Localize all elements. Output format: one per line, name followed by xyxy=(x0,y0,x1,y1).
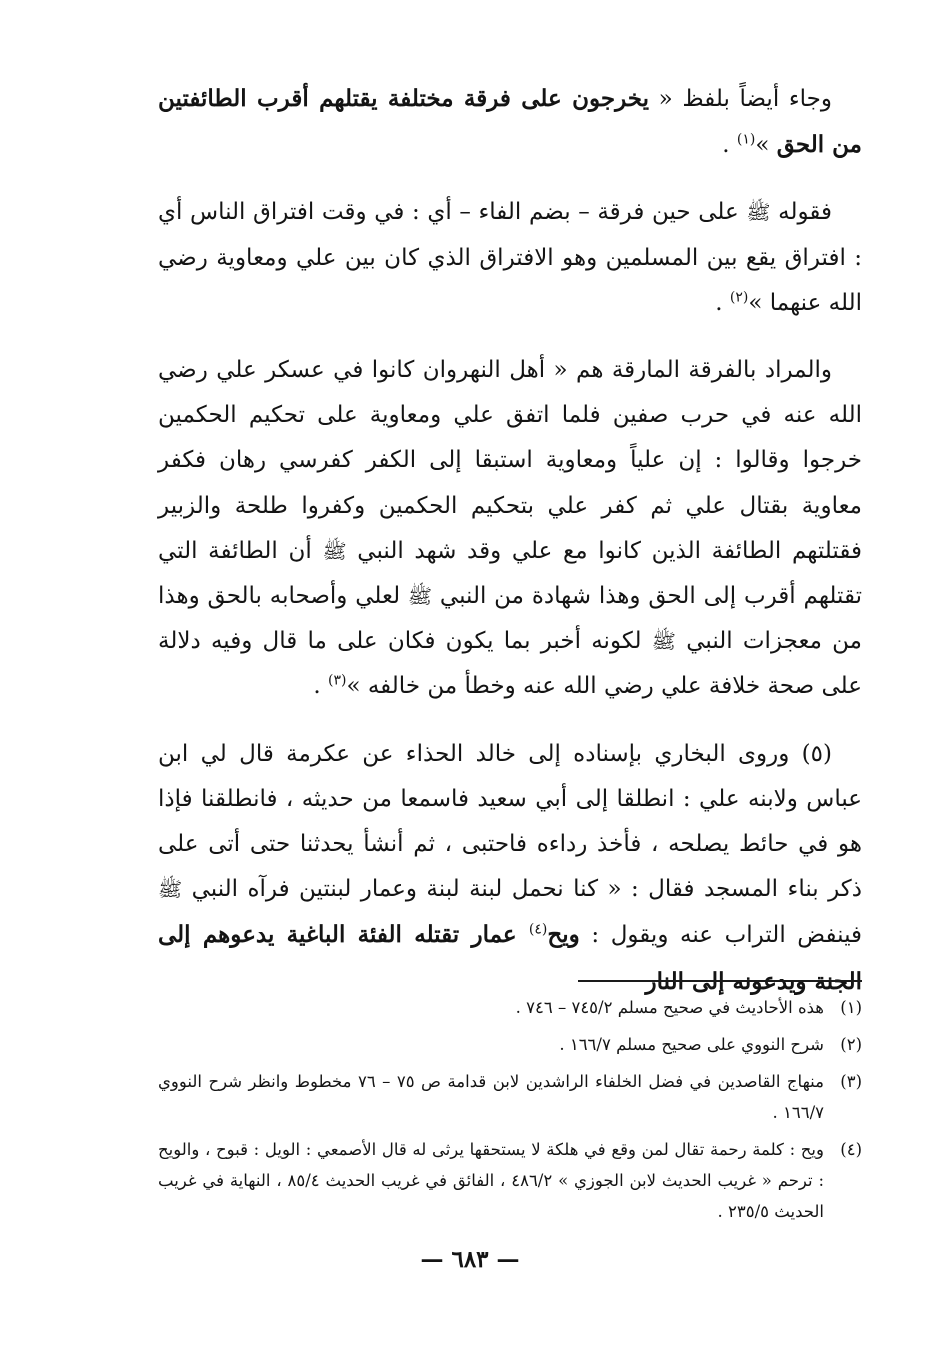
main-text xyxy=(158,76,862,1005)
footnote-4 xyxy=(158,1134,862,1227)
hadith-quote-word: ويح xyxy=(547,921,580,949)
footnote-ref-1[interactable]: (١) xyxy=(736,131,756,148)
salla-ligature: ﷺ xyxy=(158,877,183,902)
footnote-text: منهاج القاصدين في فضل الخلفاء الراشدين لابن قدامة ص ٧٥ – ٧٦ مخطوط وانظر شرح النووي ١٦٦/٧ . xyxy=(158,1072,824,1122)
footnote-ref-4[interactable]: (٤) xyxy=(528,921,548,938)
paragraph-2 xyxy=(158,190,862,326)
salla-ligature: ﷺ xyxy=(651,629,676,654)
paragraph-4-text: فينفض التراب عنه ويقول : xyxy=(579,922,862,949)
quote-close: » xyxy=(755,132,777,159)
paragraph-4-text: (٥) وروى البخاري بإسناده إلى خالد الحذاء عن عكرمة قال لي ابن عباس ولابنه علي : انطلقا إلى أبي سعيد فاسمعا من حديثه ، فانطلقنا فإذا هو في حائط يصلحه ، فأخذ رداءه فاحتبى ، ثم أنشأ يحدثنا حتى أتى على ذكر بناء المسجد فقال : « كنا نحمل لبنة لبنة وعمار لبنتين فرآه النبي xyxy=(158,740,862,903)
paragraph-1 xyxy=(158,76,862,168)
hadith-quote-2: عمار تقتله الفئة الباغية يدعوهم إلى الجنة ويدعونه إلى النار xyxy=(158,921,862,995)
paragraph-2-text: فقوله xyxy=(770,199,832,226)
footnote-1 xyxy=(158,992,862,1023)
paragraph-3-text: لكونه أخبر بما يكون فكان على ما قال وفيه دلالة على صحة خلافة علي رضي الله عنه وخطأ من خالفه » xyxy=(158,628,862,700)
paragraph-end: . xyxy=(722,132,737,159)
footnote-number: (١) xyxy=(840,998,862,1017)
footnote-number: (٢) xyxy=(840,1035,862,1054)
footnote-number: (٤) xyxy=(840,1140,862,1159)
footnote-ref-3[interactable]: (٣) xyxy=(327,672,347,689)
footnote-ref-2[interactable]: (٢) xyxy=(729,289,749,306)
footnote-text: شرح النووي على صحيح مسلم ١٦٦/٧ . xyxy=(559,1035,824,1054)
salla-ligature: ﷺ xyxy=(322,538,347,563)
paragraph-2-text: على حين فرقة – بضم الفاء – أي : في وقت افتراق الناس أي : افتراق يقع بين المسلمين وهو الافتراق الذي كان بين علي ومعاوية رضي الله عنهما » xyxy=(158,199,862,316)
footnote-text: هذه الأحاديث في صحيح مسلم ٧٤٥/٢ – ٧٤٦ . xyxy=(515,998,824,1017)
footnotes xyxy=(158,992,862,1233)
paragraph-1-lead: وجاء أيضاً بلفظ « xyxy=(649,86,832,112)
paragraph-3-text: أن الطائفة التي تقتلهم أقرب إلى الحق وهذا شهادة من النبي xyxy=(158,537,863,610)
paragraph-4 xyxy=(158,732,862,1005)
footnote-number: (٣) xyxy=(840,1072,862,1091)
salla-ligature: ﷺ xyxy=(407,584,433,609)
paragraph-3-text: لعلي وأصحابه بالحق وهذا من معجزات النبي xyxy=(158,583,862,655)
salla-ligature: ﷺ xyxy=(746,200,771,225)
footnote-divider xyxy=(578,980,862,982)
hadith-quote-1: يخرجون على فرقة مختلفة يقتلهم أقرب الطائفتين من الحق xyxy=(158,85,862,159)
page-number: — ٦٨٣ — xyxy=(420,1246,520,1273)
paragraph-end: . xyxy=(313,673,328,700)
footnote-3 xyxy=(158,1066,862,1128)
footnote-text: ويح : كلمة رحمة تقال لمن وقع في هلكة لا يستحقها يرثى له قال الأصمعي : الويل : قبوح ، والويح : ترحم « غريب الحديث لابن الجوزي » ٤٨٦/٢ ، الفائق في غريب الحديث ٨٥/٤ ، النهاية في غريب الحديث ٢٣٥/٥ . xyxy=(158,1140,825,1221)
footnote-2 xyxy=(158,1029,862,1060)
paragraph-end: . xyxy=(715,289,730,316)
paragraph-3 xyxy=(158,348,862,710)
paragraph-3-text: والمراد بالفرقة المارقة هم « أهل النهروان كانوا في عسكر علي رضي الله عنه في حرب صفين فلما اتفق علي ومعاوية على تحكيم الحكمين خرجوا وقالوا : إن علياً ومعاوية استبقا إلى الكفر كفرسي رهان فكفر معاوية بقتال علي ثم كفر علي بتحكيم الحكمين وكفروا طلحة والزبير فقتلتهم الطائفة الذين كانوا مع علي وقد شهد النبي xyxy=(158,357,862,564)
